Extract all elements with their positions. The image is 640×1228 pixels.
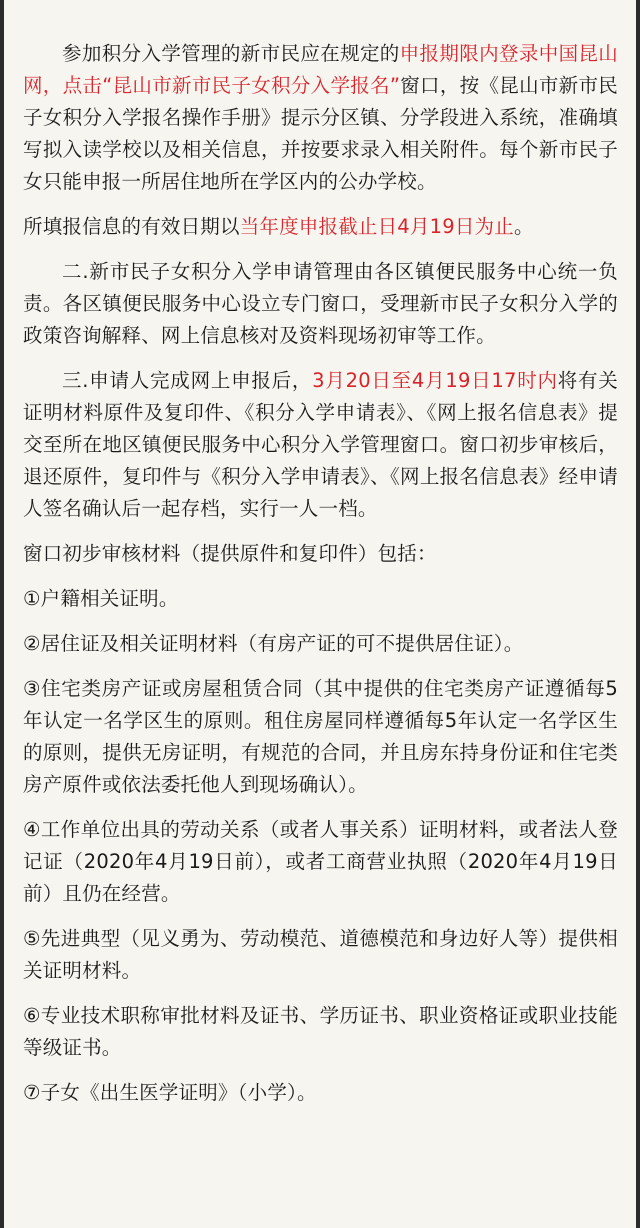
paragraph-8 — [23, 673, 618, 801]
body-text: ⑥专业技术职称审批材料及证书、学历证书、职业资格证或职业技能等级证书。 — [23, 1004, 618, 1059]
body-text: ④工作单位出具的劳动关系（或者人事关系）证明材料，或者法人登记证（2020年4月19日前），或者工商营业执照（2020年4月19日前）且仍在经营。 — [23, 818, 618, 905]
body-text: ①户籍相关证明。 — [23, 587, 179, 610]
paragraph-6 — [23, 583, 618, 615]
paragraph-4 — [23, 365, 618, 525]
paragraph-9 — [23, 814, 618, 910]
paragraph-10 — [23, 923, 618, 987]
paragraph-7 — [23, 628, 618, 660]
body-text: 窗口，按《昆山市新市民子女积分入学报名操作手册》提示分区镇、分学段进入系统，准确填写拟入读学校以及相关信息，并按要求录入相关附件。每个新市民子女只能申报一所居住地所在学区内的公办学校。 — [23, 74, 618, 193]
body-text: 所填报信息的有效日期以 — [23, 215, 240, 238]
body-text: 。 — [513, 215, 534, 238]
paragraph-11 — [23, 1000, 618, 1064]
body-text: ③住宅类房产证或房屋租赁合同（其中提供的住宅类房产证遵循每5年认定一名学区生的原则。租住房屋同样遵循每5年认定一名学区生的原则，提供无房证明，有规范的合同，并且房东持身份证和住宅类房产原件或依法委托他人到现场确认）。 — [23, 677, 618, 796]
paragraph-5 — [23, 538, 618, 570]
body-text: 二.新市民子女积分入学申请管理由各区镇便民服务中心统一负责。各区镇便民服务中心设立专门窗口，受理新市民子女积分入学的政策咨询解释、网上信息核对及资料现场初审等工作。 — [23, 260, 618, 347]
body-text: ②居住证及相关证明材料（有房产证的可不提供居住证）。 — [23, 632, 524, 655]
paragraph-3 — [23, 256, 618, 352]
highlighted-text: 当年度申报截止日4月19日为止 — [239, 215, 514, 238]
paragraph-12 — [23, 1077, 618, 1109]
body-text: ⑦子女《出生医学证明》（小学）。 — [23, 1081, 317, 1104]
body-text: 三.申请人完成网上申报后， — [62, 369, 313, 392]
body-text: ⑤先进典型（见义勇为、劳动模范、道德模范和身边好人等）提供相关证明材料。 — [23, 927, 618, 982]
document-body — [23, 38, 618, 1109]
highlighted-text: 申报期限内登录中国昆山网，点击“昆山市新市民子女积分入学报名” — [23, 42, 618, 97]
body-text: 参加积分入学管理的新市民应在规定的 — [62, 42, 400, 65]
body-text: 窗口初步审核材料（提供原件和复印件）包括： — [23, 542, 437, 565]
paragraph-2 — [23, 211, 618, 243]
highlighted-text: 3月20日至4月19日17时内 — [312, 369, 558, 392]
paragraph-1 — [23, 38, 618, 198]
body-text: 将有关证明材料原件及复印件、《积分入学申请表》、《网上报名信息表》提交至所在地区镇便民服务中心积分入学管理窗口。窗口初步审核后，退还原件，复印件与《积分入学申请表》、《网上报名信息表》经申请人签名确认后一起存档，实行一人一档。 — [23, 369, 618, 520]
